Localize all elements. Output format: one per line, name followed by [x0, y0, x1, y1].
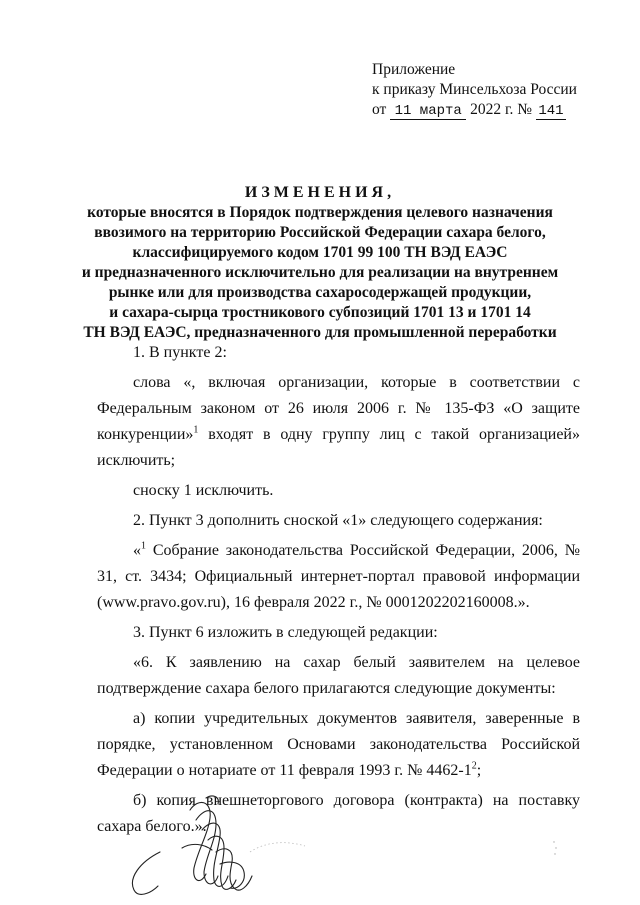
- paragraph-item-2: 2. Пункт 3 дополнить сноской «1» следующего содержания:: [133, 512, 543, 529]
- paragraph-footnote-text: [97, 538, 580, 616]
- heading-line: ТН ВЭД ЕАЭС, предназначенного для промышленной переработки: [83, 324, 557, 341]
- order-date: 11 марта: [390, 103, 466, 120]
- paragraph-text: входят в одну группу лиц с такой организацией» исключить;: [97, 426, 580, 469]
- paragraph-text: ;: [476, 762, 482, 779]
- appendix-order-ref: к приказу Минсельхоза России: [372, 81, 577, 98]
- heading-line: и сахара-сырца тростникового субпозиций 1701 13 и 1701 14: [109, 304, 531, 321]
- paragraph-text: Собрание законодательства Российской Федерации, 2006, № 31, ст. 3434; Официальный интернет-портал правовой информации (www.pravo.gov.ru), 16 февраля 2022 г., № 0001202202160008.».: [97, 542, 580, 611]
- paragraph-subitem-a: [97, 706, 580, 784]
- footnote-mark: 2: [471, 760, 477, 772]
- heading-line: которые вносятся в Порядок подтверждения целевого назначения: [87, 204, 553, 221]
- heading-title: ИЗМЕНЕНИЯ,: [244, 184, 396, 201]
- document-body: [97, 340, 580, 844]
- footnote-mark: 1: [193, 424, 199, 436]
- order-number: 141: [536, 103, 566, 120]
- footnote-mark: 1: [141, 540, 146, 552]
- document-heading: [60, 183, 580, 343]
- appendix-label: Приложение: [372, 61, 456, 78]
- paragraph-text: а) копии учредительных документов заявителя, заверенные в порядке, установленном Основами законодательства Российской Федерации о нотариате от 11 февраля 1993 г. № 4462-1: [97, 710, 580, 779]
- paragraph-item-3: 3. Пункт 6 изложить в следующей редакции:: [133, 624, 438, 641]
- heading-line: ввозимого на территорию Российской Федерации сахара белого,: [94, 224, 546, 241]
- handwritten-signature: [120, 790, 320, 900]
- heading-line: классифицируемого кодом 1701 99 100 ТН ВЭД ЕАЭС: [132, 244, 508, 261]
- date-prefix: от: [372, 101, 387, 118]
- paragraph-clause-6: «6. К заявлению на сахар белый заявителем на целевое подтверждение сахара белого прилагаются следующие документы:: [97, 654, 580, 697]
- paragraph-item-1: 1. В пункте 2:: [133, 344, 227, 361]
- heading-line: и предназначенного исключительно для реализации на внутреннем: [81, 264, 559, 281]
- paragraph-text: «: [133, 542, 141, 559]
- paragraph-footnote-removal: сноску 1 исключить.: [133, 482, 274, 499]
- paragraph-subitem-b: б) копия внешнеторгового договора (контракта) на поставку сахара белого.».: [97, 792, 580, 835]
- date-number-label: 2022 г. №: [470, 101, 533, 118]
- heading-line: рынке или для производства сахаросодержащей продукции,: [108, 284, 532, 301]
- paragraph-words-removal: [97, 370, 580, 474]
- appendix-block: [372, 60, 577, 120]
- paragraph-text: слова «, включая организации, которые в соответствии с Федеральным законом от 26 июля 2006 г. № 135-ФЗ «О защите конкуренции»: [97, 374, 580, 443]
- scan-artifact: [550, 838, 562, 858]
- appendix-date-line: [372, 100, 577, 120]
